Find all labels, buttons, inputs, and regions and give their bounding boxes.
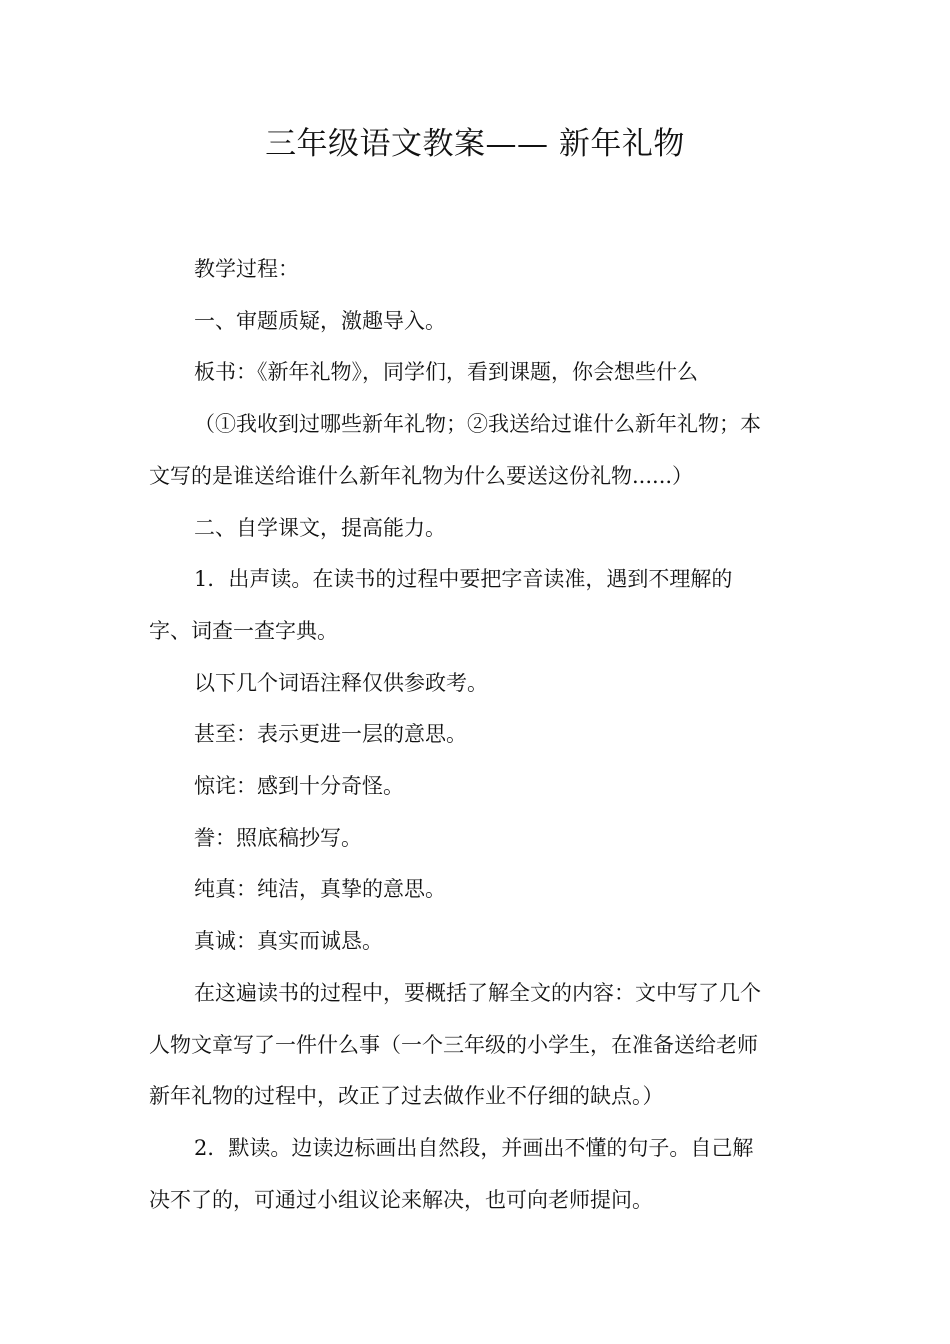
paragraph-read-aloud-line-2: 字、词查一查字典。 bbox=[149, 618, 338, 643]
paragraph-section-two: 二、自学课文，提高能力。 bbox=[194, 515, 446, 540]
paragraph-glossary-intro: 以下几个词语注释仅供参政考。 bbox=[194, 670, 488, 695]
glossary-item: 真诚：真实而诚恳。 bbox=[194, 929, 383, 954]
glossary-item: 誊：照底稿抄写。 bbox=[194, 825, 362, 850]
paragraph-read-aloud-line-1: 1．出声读。在读书的过程中要把字音读准，遇到不理解的 bbox=[194, 567, 733, 592]
glossary-item: 纯真：纯洁，真挚的意思。 bbox=[194, 877, 446, 902]
document-title: 三年级语文教案—— 新年礼物 bbox=[265, 126, 685, 162]
paragraph-silent-read-line-2: 决不了的，可通过小组议论来解决，也可向老师提问。 bbox=[149, 1187, 653, 1212]
paragraph-blackboard: 板书：《新年礼物》，同学们，看到课题，你会想些什么 bbox=[194, 360, 698, 385]
paragraph-teaching-process: 教学过程： bbox=[194, 257, 299, 281]
paragraph-questions-line-2: 文写的是谁送给谁什么新年礼物为什么要送这份礼物......） bbox=[149, 463, 694, 488]
paragraph-silent-read-line-1: 2．默读。边读边标画出自然段，并画出不懂的句子。自己解 bbox=[194, 1135, 754, 1160]
paragraph-section-one: 一、审题质疑，激趣导入。 bbox=[194, 308, 446, 333]
paragraph-summary-line-2: 人物文章写了一件什么事（一个三年级的小学生，在准备送给老师 bbox=[149, 1032, 758, 1057]
document-body bbox=[149, 244, 801, 1226]
paragraph-summary-line-3: 新年礼物的过程中，改正了过去做作业不仔细的缺点。） bbox=[149, 1084, 664, 1109]
paragraph-summary-line-1: 在这遍读书的过程中，要概括了解全文的内容：文中写了几个 bbox=[194, 980, 761, 1005]
glossary-item: 甚至：表示更进一层的意思。 bbox=[194, 722, 467, 747]
paragraph-questions-line-1 bbox=[149, 399, 801, 451]
questions-line-1-text: （①我收到过哪些新年礼物；②我送给过谁什么新年礼物；本 bbox=[194, 412, 761, 437]
glossary-item: 惊诧：感到十分奇怪。 bbox=[194, 774, 404, 799]
